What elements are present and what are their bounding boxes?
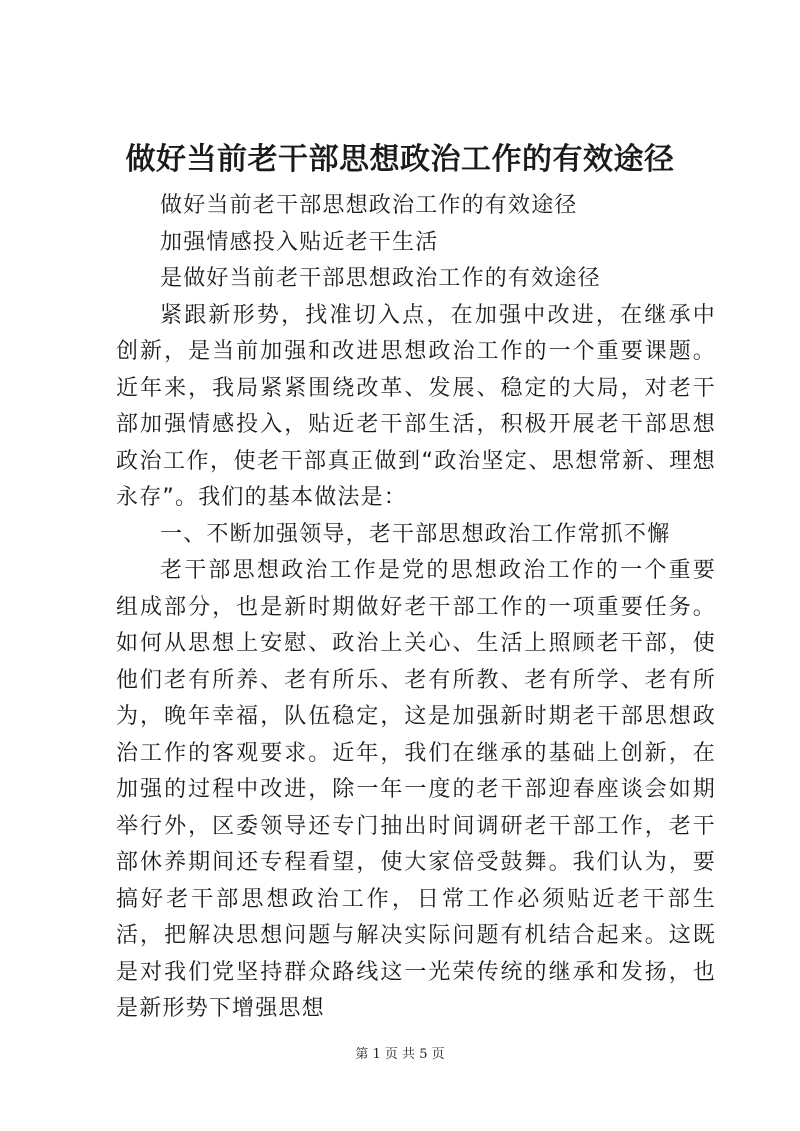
document-body	[116, 188, 716, 1028]
paragraph-intro: 紧跟新形势，找准切入点，在加强中改进，在继承中创新，是当前加强和改进思想政治工作的一个重要课题。近年来，我局紧紧围绕改革、发展、稳定的大局，对老干部加强情感投入，贴近老干部生活，积极开展老干部思想政治工作，使老干部真正做到“政治坚定、思想常新、理想永存”。我们的基本做法是：	[116, 302, 716, 510]
paragraph-subtitle-3: 是做好当前老干部思想政治工作的有效途径	[160, 266, 601, 291]
paragraph-subtitle-1: 做好当前老干部思想政治工作的有效途径	[160, 193, 578, 218]
paragraph-section-1: 老干部思想政治工作是党的思想政治工作的一个重要组成部分，也是新时期做好老干部工作的一项重要任务。如何从思想上安慰、政治上关心、生活上照顾老干部，使他们老有所养、老有所乐、老有所教、老有所学、老有所为，晚年幸福，队伍稳定，这是加强新时期老干部思想政治工作的客观要求。近年，我们在继承的基础上创新，在加强的过程中改进，除一年一度的老干部迎春座谈会如期举行外，区委领导还专门抽出时间调研老干部工作，老干部休养期间还专程看望，使大家倍受鼓舞。我们认为，要搞好老干部思想政治工作，日常工作必须贴近老干部生活，把解决思想问题与解决实际问题有机结合起来。这既是对我们党坚持群众路线这一光荣传统的继承和发扬，也是新形势下增强思想	[116, 558, 716, 1021]
section-heading-1: 一、不断加强领导，老干部思想政治工作常抓不懈	[160, 521, 671, 547]
page-number-footer: 第 1 页 共 5 页	[355, 1047, 445, 1062]
paragraph-subtitle-2: 加强情感投入贴近老干生活	[160, 229, 439, 255]
document-title: 做好当前老干部思想政治工作的有效途径	[125, 142, 675, 177]
